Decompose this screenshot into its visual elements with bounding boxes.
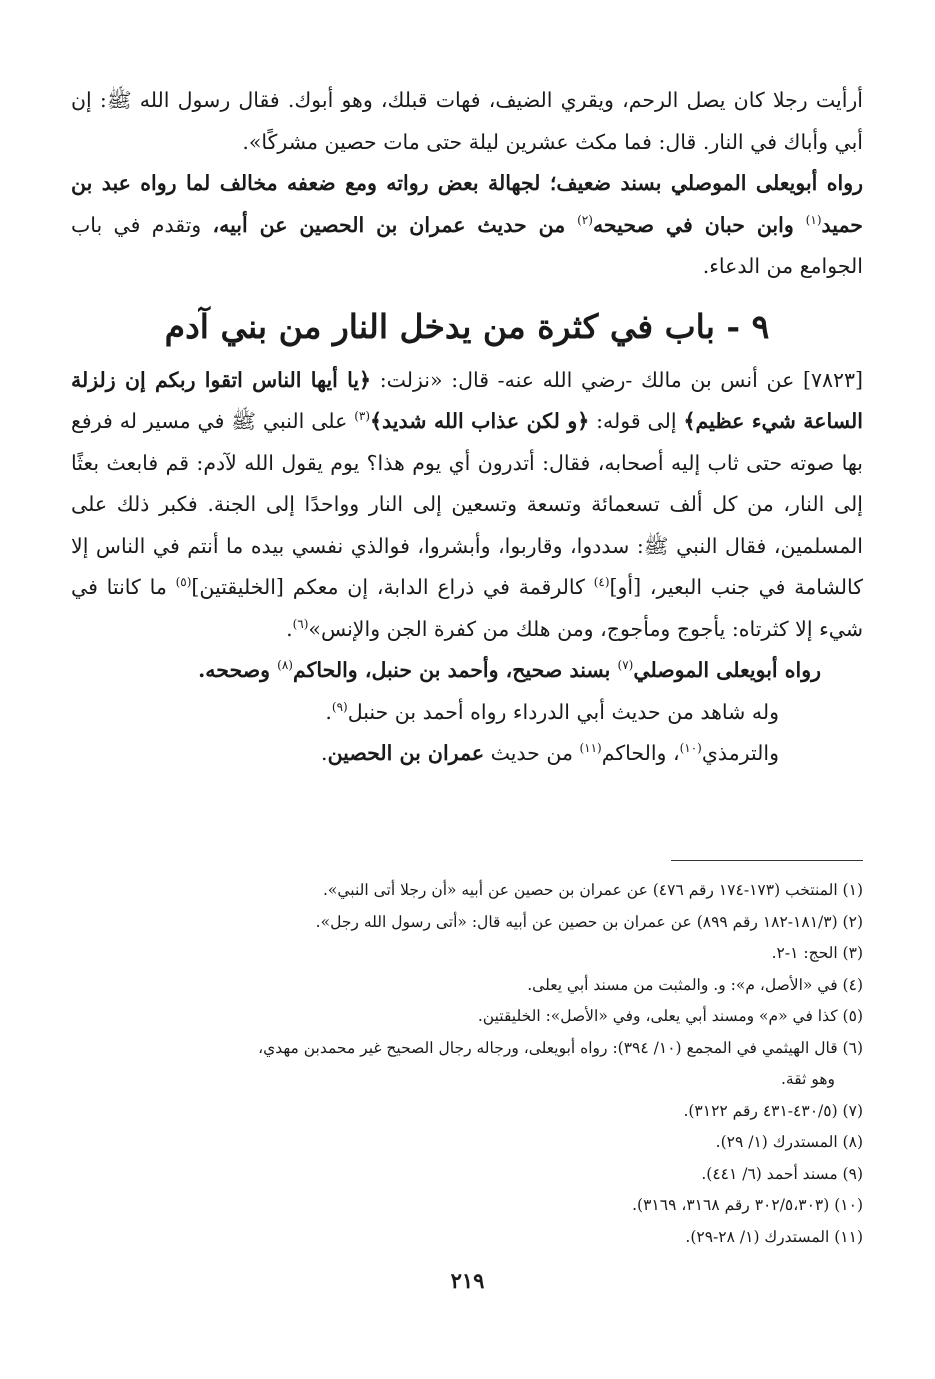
footnote-1: (١) المنتخب (١٧٣-١٧٤ رقم ٤٧٦) عن عمران بن حصين عن أبيه «أن رجلا أتى النبي». bbox=[322, 881, 863, 899]
footnote-9: (٩) مسند أحمد (٦/ ٤٤١). bbox=[701, 1164, 863, 1183]
footnote-8: (٨) المستدرك (١/ ٢٩). bbox=[715, 1133, 863, 1151]
hadith-text-d: كالرقمة في ذراع الدابة، إن معكم [الخليقتين] bbox=[191, 575, 594, 599]
paragraph-1 bbox=[71, 80, 863, 163]
shahid-paragraph-1 bbox=[71, 692, 863, 734]
page-number: ٢١٩ bbox=[450, 1268, 485, 1293]
quran-verse-a: ﴿يا أيها الناس اتقوا ربكم إن زلزلة الساعة شيء عظيم﴾ bbox=[71, 367, 863, 433]
footnote-6-continuation: وهو ثقة. bbox=[781, 1070, 835, 1088]
main-text bbox=[71, 80, 863, 775]
takhrij-paragraph bbox=[71, 650, 863, 692]
footnote-ref-5[interactable]: (٥) bbox=[175, 575, 192, 590]
paragraph-2-text-d: وتقدم في باب الجوامع من الدعاء. bbox=[71, 212, 863, 278]
hadith-text-e: ما كانتا في شيء إلا كثرتاه: يأجوج ومأجوج، ومن هلك من كفرة الجن والإنس» bbox=[71, 575, 863, 641]
paragraph-2-bold-b: وابن حبان في صحيحه bbox=[592, 212, 806, 237]
hadith-text-c: على النبي ﷺ في مسير له فرفع بها صوته حتى ثاب إليه أصحابه، فقال: أتدرون أي يوم هذا؟ يوم يقول الله لآدم: قم فابعث بعثًا إلى النار، من كل ألف تسعمائة وتسعة وتسعين إلى النار وواحدًا إلى الجنة. فكبر ذلك على المسلمين، فقال النبي ﷺ: سددوا، وقاربوا، وأبشروا، فوالذي نفسي بيده ما أنتم في الناس إلا كالشامة في جنب البعير، [أو] bbox=[71, 409, 863, 599]
paragraph-2-bold-c: من حديث عمران بن الحصين عن أبيه، bbox=[212, 212, 578, 237]
hadith-text-a: عن أنس بن مالك -رضي الله عنه- قال: «نزلت: bbox=[371, 367, 803, 392]
shahid-paragraph-2 bbox=[71, 733, 863, 775]
footnote-3: (٣) الحج: ١-٢. bbox=[771, 944, 863, 962]
footnote-ref-4[interactable]: (٤) bbox=[593, 575, 610, 590]
footnote-ref-3[interactable]: (٣) bbox=[354, 409, 371, 424]
hadith-number: [٧٨٢٣] bbox=[802, 367, 863, 392]
footnote-10: (١٠) (٣٠٢/٥،٣٠٣ رقم ٣١٦٨، ٣١٦٩). bbox=[632, 1196, 863, 1214]
shahid-1-a: وله شاهد من حديث أبي الدرداء رواه أحمد بن حنبل bbox=[347, 699, 779, 724]
shahid-1-b: . bbox=[325, 699, 332, 724]
hadith-text-f: . bbox=[286, 616, 293, 641]
footnote-2: (٢) (١٨١/٣-١٨٢ رقم ٨٩٩) عن عمران بن حصين عن أبيه قال: «أتى رسول الله رجل». bbox=[315, 912, 863, 931]
footnotes-section bbox=[71, 875, 863, 1253]
takhrij-b: بسند صحيح، وأحمد بن حنبل، والحاكم bbox=[292, 658, 618, 682]
takhrij-a: رواه أبويعلى الموصلي bbox=[633, 658, 821, 682]
footnote-ref-7[interactable]: (٧) bbox=[617, 658, 634, 673]
quran-verse-b: ﴿و لكن عذاب الله شديد﴾ bbox=[370, 409, 590, 433]
footnote-divider bbox=[671, 860, 863, 861]
footnote-ref-2[interactable]: (٢) bbox=[577, 212, 593, 227]
paragraph-1-text: أرأيت رجلا كان يصل الرحم، ويقري الضيف، فهات قبلك، وهو أبوك. فقال رسول الله ﷺ: إن أبي وأباك في النار. قال: فما مكث عشرين ليلة حتى مات حصين مشركًا». bbox=[71, 88, 863, 154]
footnote-ref-8[interactable]: (٨) bbox=[277, 658, 293, 673]
chapter-title: ٩ - باب في كثرة من يدخل النار من بني آدم bbox=[164, 306, 770, 346]
hadith-text-b: إلى قوله: bbox=[589, 409, 684, 433]
footnote-5: (٥) كذا في «م» ومسند أبي يعلى، وفي «الأصل»: الخليقتين. bbox=[477, 1007, 863, 1025]
footnote-11: (١١) المستدرك (١/ ٢٨-٢٩). bbox=[685, 1227, 863, 1246]
takhrij-c: وصححه. bbox=[198, 658, 278, 682]
footnote-ref-10[interactable]: (١٠) bbox=[679, 741, 702, 756]
shahid-2-c: من حديث bbox=[484, 741, 580, 765]
shahid-2-b: ، والحاكم bbox=[601, 741, 680, 765]
footnote-7: (٧) (٤٣٠/٥-٤٣١ رقم ٣١٢٢). bbox=[683, 1101, 863, 1120]
footnote-ref-6[interactable]: (٦) bbox=[292, 616, 309, 631]
shahid-2-e: . bbox=[321, 741, 328, 765]
footnote-ref-9[interactable]: (٩) bbox=[331, 699, 348, 714]
footnote-4: (٤) في «الأصل، م»: و. والمثبت من مسند أبي يعلى. bbox=[527, 975, 863, 994]
shahid-2-d: عمران بن الحصين bbox=[327, 741, 485, 765]
hadith-paragraph bbox=[71, 360, 863, 651]
shahid-2-a: والترمذي bbox=[701, 741, 779, 765]
paragraph-2-bold-a: رواه أبويعلى الموصلي بسند ضعيف؛ لجهالة بعض رواته ومع ضعفه مخالف لما رواه عبد بن حميد bbox=[71, 171, 863, 237]
paragraph-2 bbox=[71, 163, 863, 288]
footnote-6: (٦) قال الهيثمي في المجمع (١٠/ ٣٩٤): رواه أبويعلى، ورجاله رجال الصحيح غير محمدبن مهدي، bbox=[258, 1038, 863, 1057]
footnote-ref-11[interactable]: (١١) bbox=[579, 741, 602, 756]
footnote-ref-1[interactable]: (١) bbox=[805, 212, 822, 227]
